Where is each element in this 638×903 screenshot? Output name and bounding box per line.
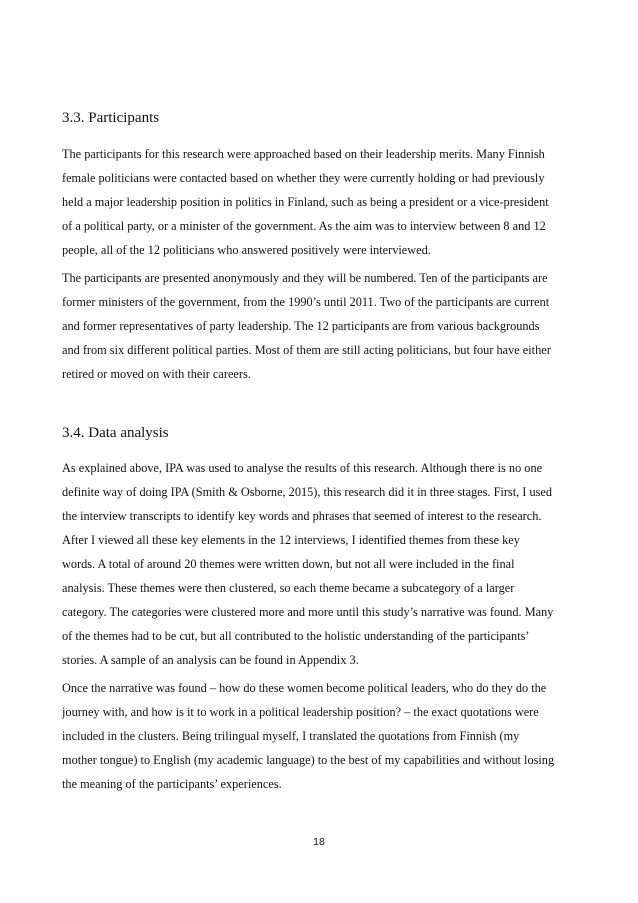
- text-line: female politicians were contacted based on whether they were currently holding or had previously: [62, 171, 545, 185]
- text-line: mother tongue) to English (my academic language) to the best of my capabilities and without losing: [62, 753, 555, 767]
- text-line: Once the narrative was found – how do these women become political leaders, who do they do the: [62, 681, 547, 695]
- text-line: The participants for this research were approached based on their leadership merits. Many Finnish: [62, 147, 545, 161]
- text-line: analysis. These themes were then clustered, so each theme became a subcategory of a larger: [62, 581, 515, 595]
- text-line: definite way of doing IPA (Smith & Osborne, 2015), this research did it in three stages. First, I used: [62, 485, 552, 499]
- text-line: held a major leadership position in politics in Finland, such as being a president or a vice-president: [62, 195, 549, 209]
- text-line: As explained above, IPA was used to analyse the results of this research. Although there is no one: [62, 461, 543, 475]
- text-line: former ministers of the government, from the 1990’s until 2011. Two of the participants are current: [62, 295, 550, 309]
- text-line: the interview transcripts to identify key words and phrases that seemed of interest to the research.: [62, 509, 542, 523]
- text-line: and from six different political parties. Most of them are still acting politicians, but four have either: [62, 343, 551, 357]
- text-line: included in the clusters. Being trilingual myself, I translated the quotations from Finnish (my: [62, 729, 520, 743]
- text-line: of a political party, or a minister of the government. As the aim was to interview between 8 and 12: [62, 219, 546, 233]
- section-heading-participants: 3.3. Participants: [62, 110, 160, 126]
- text-line: journey with, and how is it to work in a political leadership position? – the exact quotations were: [62, 705, 539, 719]
- text-line: The participants are presented anonymously and they will be numbered. Ten of the participants are: [62, 271, 548, 285]
- text-line: people, all of the 12 politicians who answered positively were interviewed.: [62, 243, 431, 257]
- text-line: retired or moved on with their careers.: [62, 367, 251, 381]
- section-heading-data-analysis: 3.4. Data analysis: [62, 425, 169, 441]
- text-line: After I viewed all these key elements in the 12 interviews, I identified themes from these key: [62, 533, 520, 547]
- text-line: and former representatives of party leadership. The 12 participants are from various backgrounds: [62, 319, 540, 333]
- text-line: stories. A sample of an analysis can be found in Appendix 3.: [62, 653, 359, 667]
- text-line: category. The categories were clustered more and more until this study’s narrative was found. Many: [62, 605, 554, 619]
- text-line: of the themes had to be cut, but all contributed to the holistic understanding of the participants’: [62, 629, 530, 643]
- page-number: 18: [313, 836, 325, 848]
- text-line: the meaning of the participants’ experiences.: [62, 777, 282, 791]
- text-line: words. A total of around 20 themes were written down, but not all were included in the final: [62, 557, 515, 571]
